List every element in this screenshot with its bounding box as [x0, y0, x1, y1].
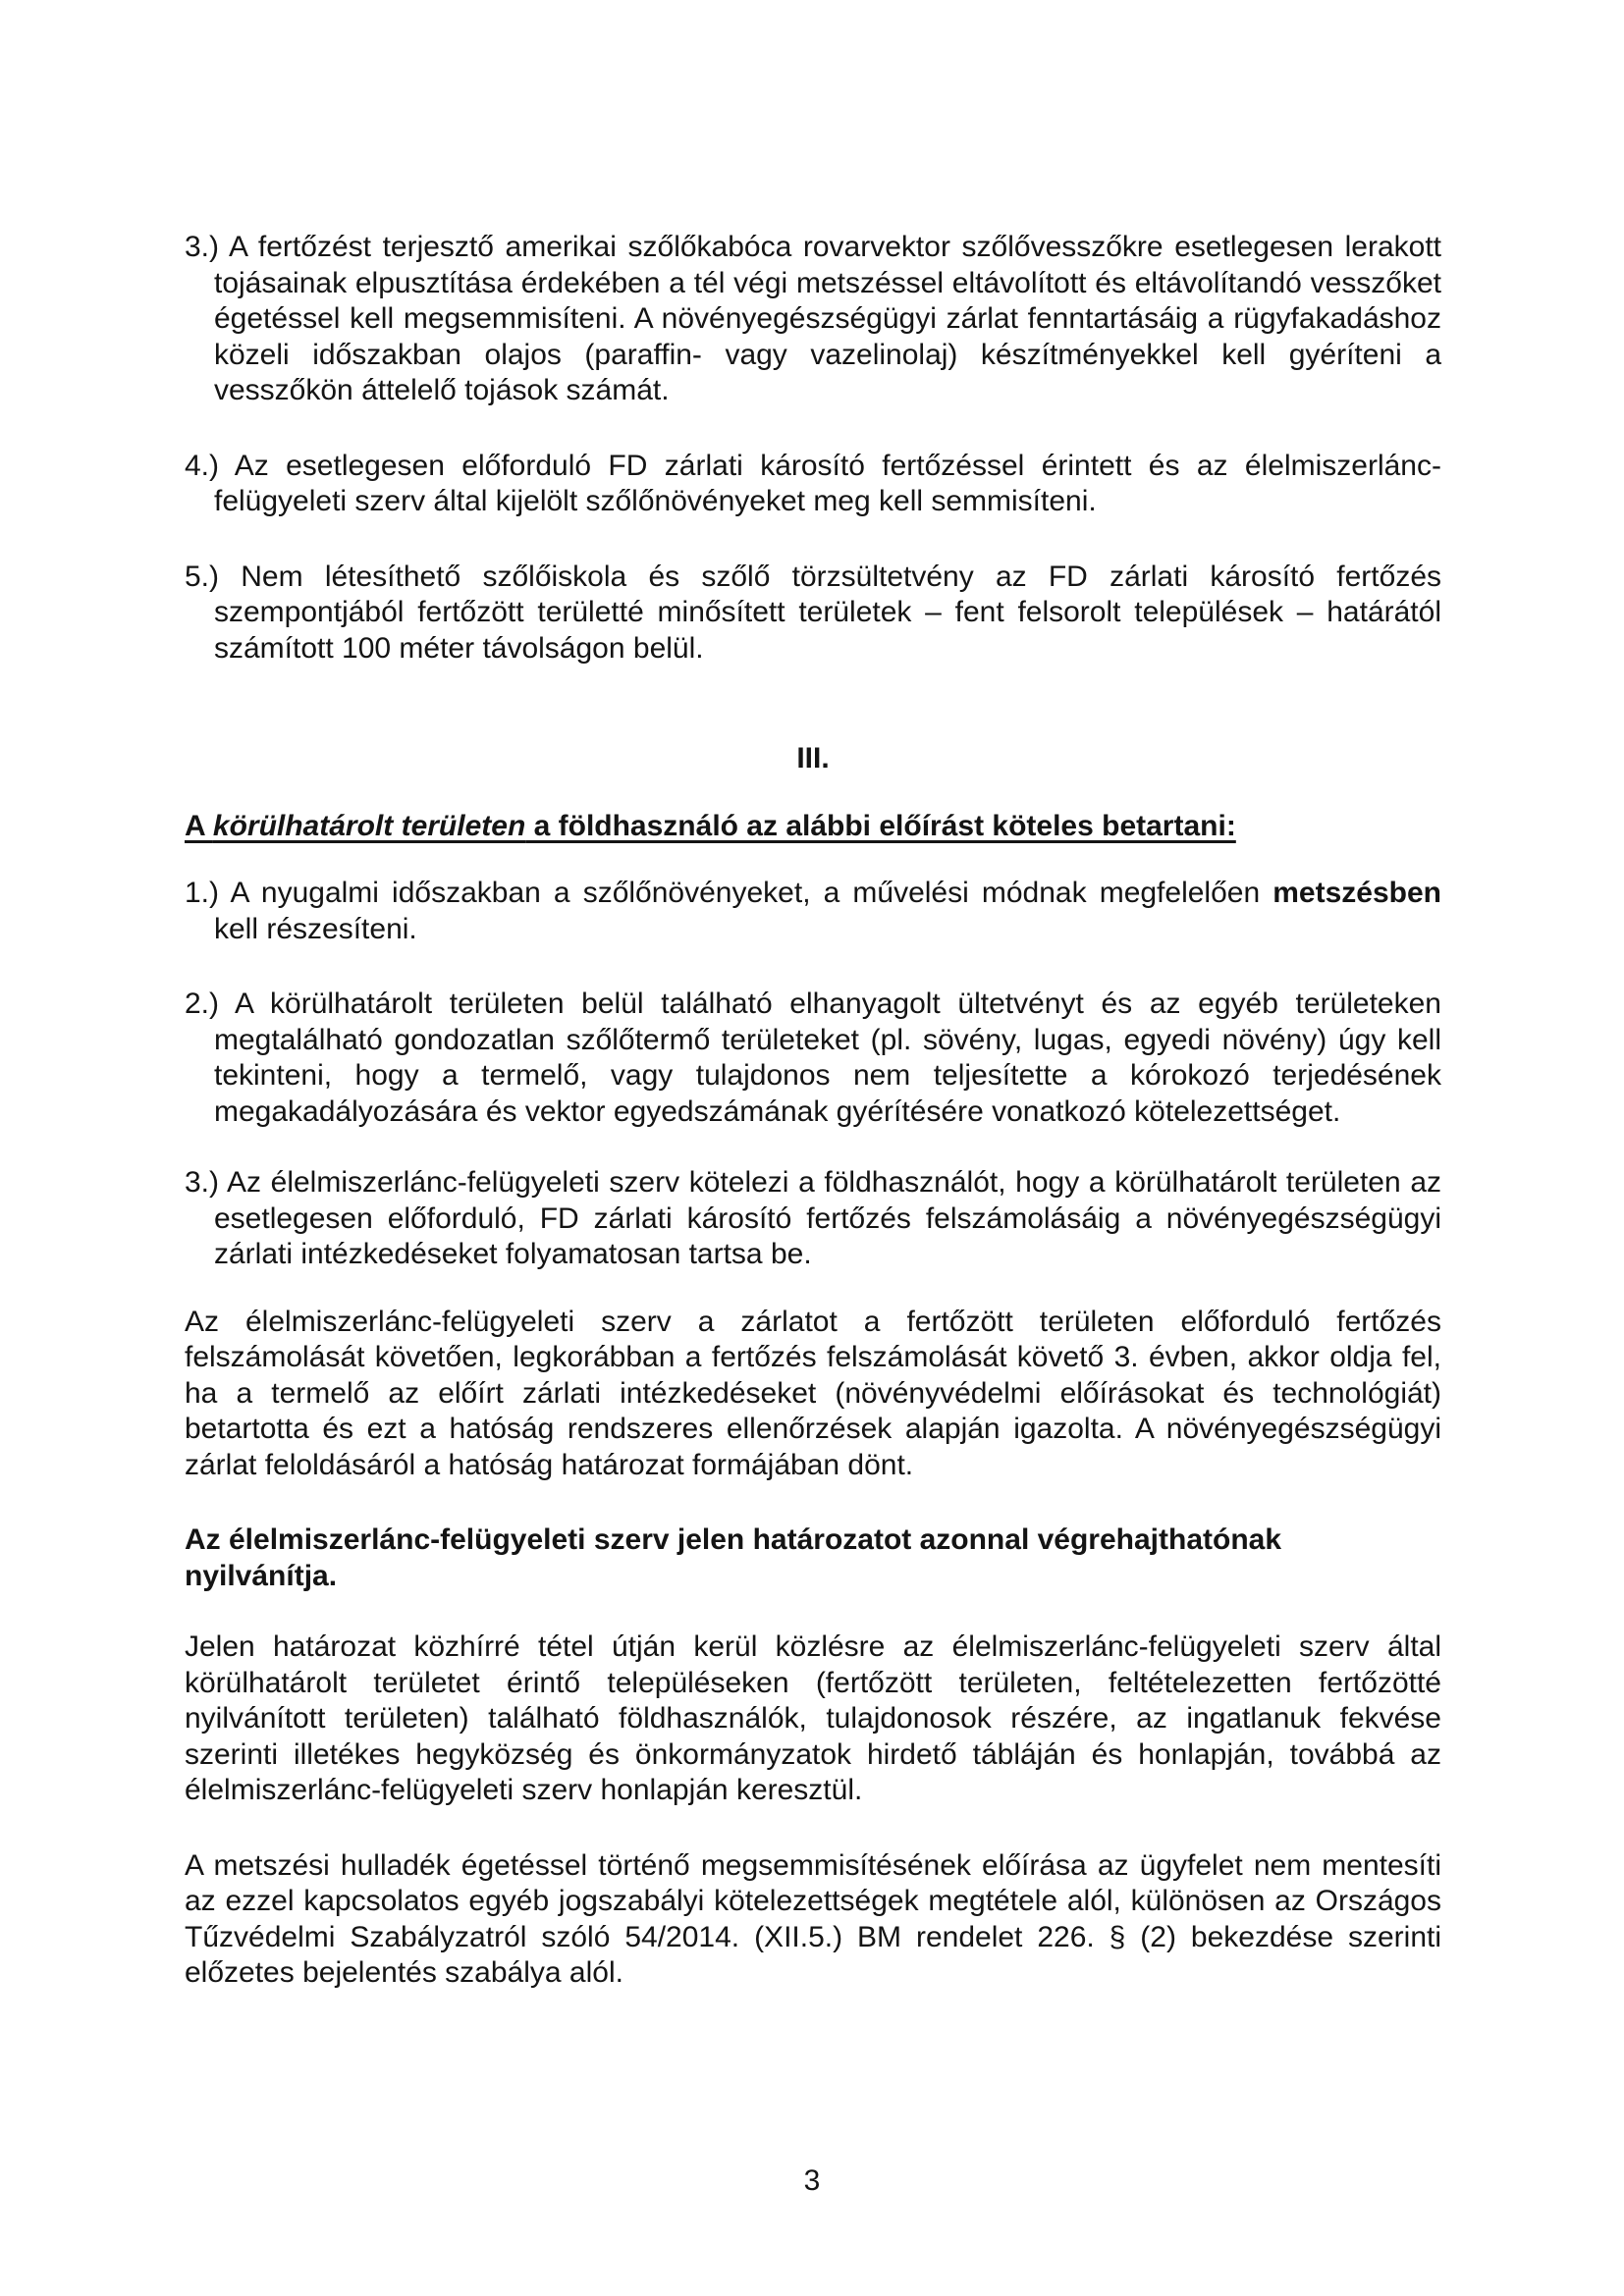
section-roman-numeral: III.	[796, 742, 830, 774]
numbered-paragraph-iii-1	[185, 876, 1441, 947]
paragraph-iii-1-bold-term: metszésben	[1272, 877, 1441, 909]
numbered-paragraph-5: 5.) Nem létesíthető szőlőiskola és szőlő törzsültetvény az FD zárlati károsító fertőzés szempontjából fertőzött területté minősített területek – fent felsorolt települések – határától számított 100 méter távolságon belül.	[185, 560, 1441, 665]
numbered-paragraph-3: 3.) A fertőzést terjesztő amerikai szőlőkabóca rovarvektor szőlővesszőkre esetlegesen lerakott tojásainak elpusztítása érdekében a tél végi metszéssel eltávolított és eltávolítandó vesszőket égetéssel kell megsemmisíteni. A növényegészségügyi zárlat fenntartásáig a rügyfakadáshoz közeli időszakban olajos (paraffin- vagy vazelinolaj) készítményekkel kell gyéríteni a vesszőkön áttelelő tojások számát.	[185, 231, 1441, 406]
numbered-paragraph-iii-3: 3.) Az élelmiszerlánc-felügyeleti szerv kötelezi a földhasználót, hogy a körülhatárolt területen az esetlegesen előforduló, FD zárlati károsító fertőzés felszámolásáig a növényegészségügyi zárlati intézkedéseket folyamatosan tartsa be.	[185, 1166, 1441, 1270]
section-heading-italic: körülhatárolt területen	[212, 809, 526, 842]
numbered-paragraph-iii-2: 2.) A körülhatárolt területen belül található elhanyagolt ültetvényt és az egyéb területeken megtalálható gondozatlan szőlőtermő területeket (pl. sövény, lugas, egyedi növény) úgy kell tekinteni, hogy a termelő, vagy tulajdonos nem teljesítette a kórokozó terjedésének megakadályozására és vektor egyedszámának gyérítésére vonatkozó kötelezettséget.	[185, 988, 1441, 1128]
page-number: 3	[803, 2164, 821, 2197]
paragraph-publication-notice: Jelen határozat közhírré tétel útján kerül közlésre az élelmiszerlánc-felügyeleti szerv által körülhatárolt területet érintő településeken (fertőzött területen, feltételezetten fertőzötté nyilvánított területen) található földhasználók, tulajdonosok részére, az ingatlanuk fekvése szerinti illetékes hegyközség és önkormányzatok hirdető tábláján és honlapján, továbbá az élelmiszerlánc-felügyeleti szerv honlapján keresztül.	[185, 1630, 1441, 1806]
paragraph-enforcement-declaration: Az élelmiszerlánc-felügyeleti szerv jelen határozatot azonnal végrehajthatónak nyilvánítja.	[185, 1523, 1282, 1592]
paragraph-quarantine-release: Az élelmiszerlánc-felügyeleti szerv a zárlatot a fertőzött területen előforduló fertőzés felszámolását követően, legkorábban a fertőzés felszámolását követő 3. évben, akkor oldja fel, ha a termelő az előírt zárlati intézkedéseket (növényvédelmi előírásokat és technológiát) betartotta és ezt a hatóság rendszeres ellenőrzések alapján igazolta. A növényegészségügyi zárlat feloldásáról a hatóság határozat formájában dönt.	[185, 1305, 1441, 1481]
section-heading-pre: A	[185, 809, 213, 842]
paragraph-iii-1-pre: 1.) A nyugalmi időszakban a szőlőnövényeket, a művelési módnak megfelelően	[185, 877, 1273, 909]
paragraph-iii-1-post: kell részesíteni.	[214, 912, 417, 945]
section-heading-post: a földhasználó az alábbi előírást köteles betartani:	[525, 809, 1236, 842]
paragraph-fire-safety-rules: A metszési hulladék égetéssel történő megsemmisítésének előírása az ügyfelet nem mentesíti az ezzel kapcsolatos egyéb jogszabályi kötelezettségek megtétele alól, különösen az Országos Tűzvédelmi Szabályzatról szóló 54/2014. (XII.5.) BM rendelet 226. § (2) bekezdése szerinti előzetes bejelentés szabálya alól.	[185, 1848, 1441, 1989]
section-heading	[185, 809, 1441, 845]
numbered-paragraph-4: 4.) Az esetlegesen előforduló FD zárlati károsító fertőzéssel érintett és az élelmiszerlánc-felügyeleti szerv által kijelölt szőlőnövényeket meg kell semmisíteni.	[185, 449, 1441, 517]
